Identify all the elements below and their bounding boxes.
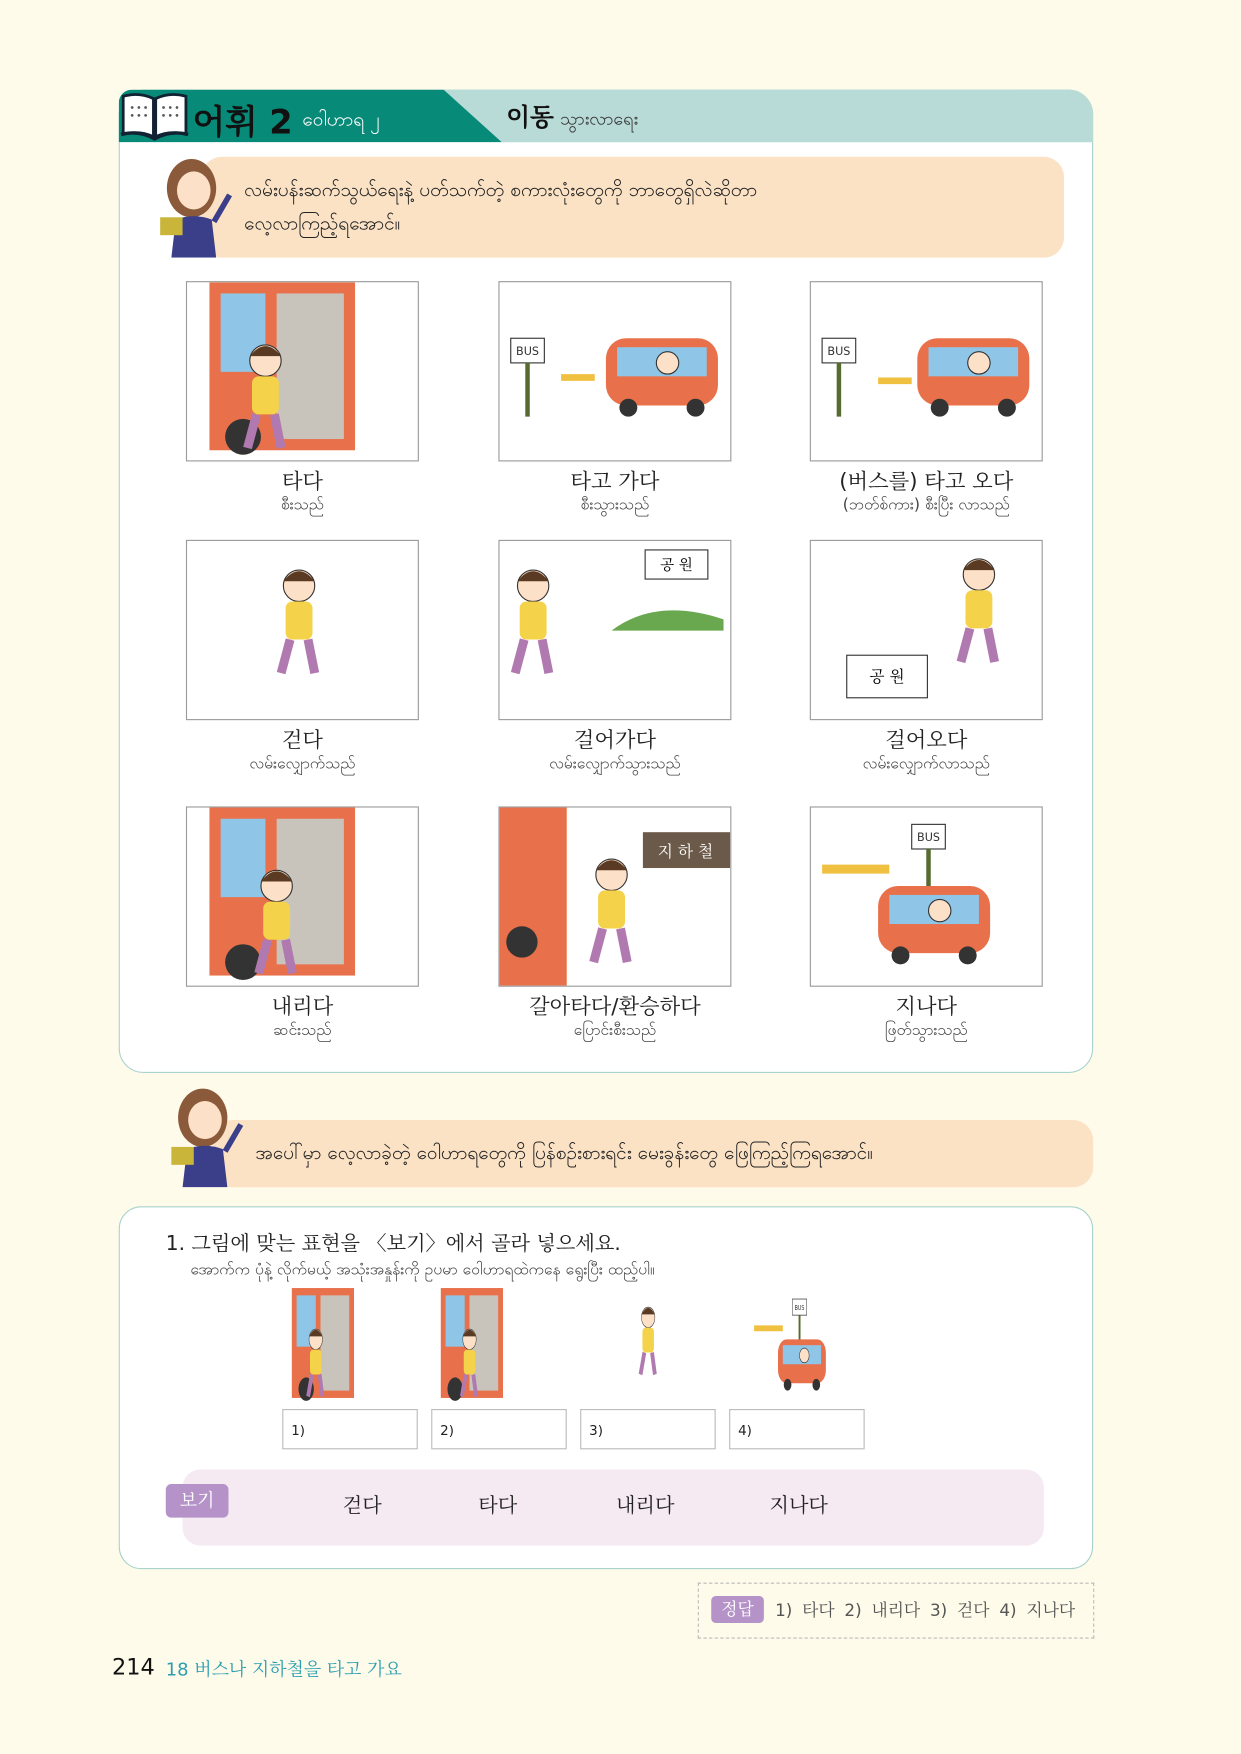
vocab-word: 지나다 — [895, 994, 958, 1020]
illustration-walk-come — [810, 540, 1043, 720]
topic-title-translation: သွားလာရေး — [560, 107, 639, 129]
book-icon — [119, 90, 191, 142]
vocab-translation: လမ်းလျှောက်သွားသည် — [549, 754, 681, 773]
illustration-transfer — [498, 806, 731, 986]
illustration-pass-by — [810, 806, 1043, 986]
vocab-translation: လမ်းလျှောက်လာသည် — [862, 754, 990, 773]
answer-key-label: 정답 — [711, 1596, 764, 1623]
illustration-ride-come — [810, 281, 1043, 461]
example-word: 지나다 — [769, 1494, 828, 1518]
answer-blank-input[interactable] — [282, 1409, 418, 1449]
exercise-illustration — [282, 1288, 381, 1404]
answer-key-text: 1) 타다 2) 내리다 3) 걷다 4) 지나다 — [775, 1600, 1076, 1621]
review-intro-text: အပေါ်မှာ လေ့လာခဲ့တဲ့ ဝေါဟာရတွေကို ပြန်စဉ်းစားရင်း မေးခွန်းတွေ ဖြေကြည့်ကြရအောင်။ — [255, 1142, 874, 1165]
vocab-word: 걸어오다 — [885, 728, 968, 753]
svg-text:지 하 철: 지 하 철 — [657, 841, 714, 861]
answer-blank-input[interactable] — [580, 1409, 716, 1449]
vocab-word: 걷다 — [281, 728, 323, 753]
vocab-translation: ဆင်းသည် — [273, 1021, 332, 1040]
svg-text:BUS: BUS — [516, 345, 540, 359]
example-label: 보기 — [166, 1484, 229, 1518]
vocab-translation: စီးသွားသည် — [580, 496, 650, 515]
example-word: 타다 — [478, 1494, 518, 1518]
exercise-illustration — [431, 1288, 530, 1404]
blank-number: 1) — [291, 1422, 306, 1439]
vocab-translation: ဖြတ်သွားသည် — [884, 1021, 968, 1040]
svg-text:BUS: BUS — [917, 831, 940, 845]
page-number: 214 — [112, 1653, 155, 1681]
vocab-word: 타다 — [281, 469, 323, 494]
exercise-question: 1. 그림에 맞는 표현을 〈보기〉에서 골라 넣으세요. — [165, 1232, 621, 1256]
vocab-translation: လမ်းလျှောက်သည် — [249, 754, 356, 773]
vocab-translation: (ဘတ်စ်ကား) စီးပြီး လာသည် — [842, 496, 1010, 515]
example-box — [183, 1469, 1044, 1545]
illustration-get-on — [186, 281, 419, 461]
teacher-character-icon — [162, 1084, 252, 1187]
exercise-illustration — [600, 1288, 699, 1404]
section-title: 어휘 2 — [192, 103, 293, 143]
answer-blank-input[interactable] — [431, 1409, 567, 1449]
blank-number: 3) — [589, 1422, 603, 1439]
chapter-title: 18 버스나 지하철을 타고 가요 — [165, 1658, 402, 1681]
illustration-ride-go — [498, 281, 731, 461]
illustration-get-off — [186, 806, 419, 986]
blank-number: 4) — [738, 1422, 752, 1439]
topic-title: 이동 — [506, 104, 554, 133]
exercise-question-translation: အောက်က ပုံနဲ့ လိုက်မယ့် အသုံးအနှုန်းကို ဥပမာ ဝေါဟာရထဲကနေ ရွေးပြီး ထည့်ပါ။ — [190, 1261, 655, 1280]
example-word: 걷다 — [342, 1494, 382, 1518]
svg-text:BUS: BUS — [794, 1304, 805, 1313]
vocab-word: 타고 가다 — [570, 469, 660, 494]
vocab-word: 내리다 — [271, 994, 334, 1020]
svg-text:BUS: BUS — [827, 345, 851, 359]
example-word: 내리다 — [616, 1494, 675, 1518]
vocab-word: 갈아타다/환승하다 — [529, 994, 701, 1020]
vocab-translation: စီးသည် — [280, 496, 324, 515]
illustration-walk-go — [498, 540, 731, 720]
vocab-word: (버스를) 타고 오다 — [839, 469, 1014, 494]
vocab-translation: ပြောင်းစီးသည် — [573, 1021, 657, 1040]
intro-text-line2: လေ့လာကြည့်ရအောင်။ — [244, 212, 401, 236]
blank-number: 2) — [440, 1422, 454, 1439]
answer-blank-input[interactable] — [729, 1409, 865, 1449]
exercise-illustration — [749, 1288, 848, 1404]
svg-text:공 원: 공 원 — [660, 557, 693, 575]
vocab-word: 걸어가다 — [573, 728, 657, 753]
illustration-walk — [186, 540, 419, 720]
svg-text:공 원: 공 원 — [869, 667, 905, 687]
intro-text-line1: လမ်းပန်းဆက်သွယ်ရေးနဲ့ ပတ်သက်တဲ့ စကားလုံးတွေကို ဘာတွေရှိလဲဆိုတာ — [244, 179, 758, 202]
teacher-character-icon — [151, 155, 241, 258]
section-title-translation: ဝေါဟာရ ၂ — [302, 108, 380, 132]
